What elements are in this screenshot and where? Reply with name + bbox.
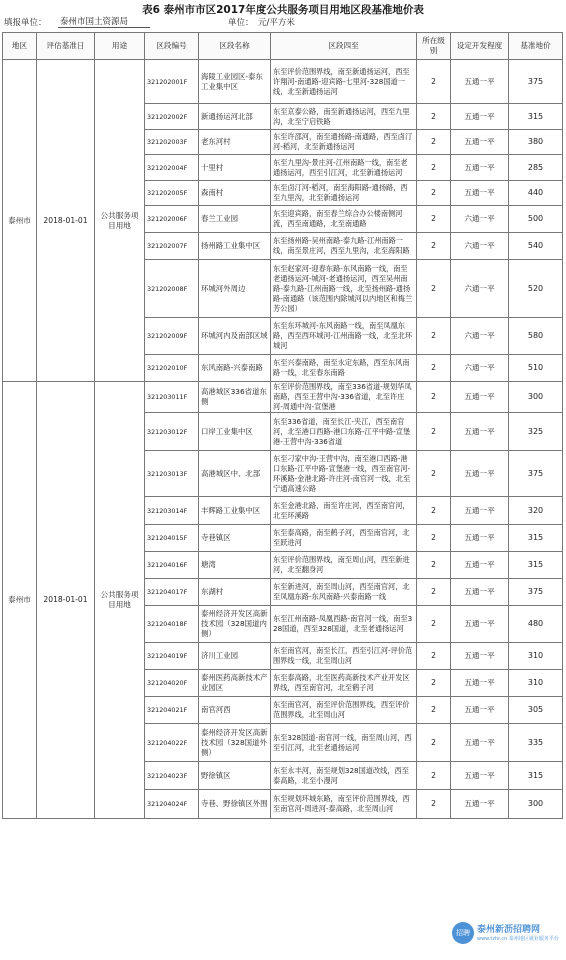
cell-bounds: 东至南官河，南至评价范围界线，西至评价范围界线，北至周山河 [271, 697, 417, 724]
cell-level: 2 [417, 233, 451, 260]
col-header-price: 基准地价 [509, 33, 563, 60]
cell-date: 2018-01-01 [37, 60, 95, 382]
unit-label: 单位： [228, 18, 254, 28]
cell-dev: 五通一平 [451, 413, 509, 451]
cell-level: 2 [417, 643, 451, 670]
cell-dev: 五通一平 [451, 451, 509, 497]
cell-dev: 五通一平 [451, 181, 509, 206]
cell-bounds: 东至卤汀河-稻河，南至海阳路-通扬路，西至九里沟，北至新通扬运河 [271, 181, 417, 206]
cell-name: 高港城区336省道东侧 [199, 382, 271, 413]
cell-dev: 六通一平 [451, 206, 509, 233]
cell-dev: 五通一平 [451, 579, 509, 606]
cell-name: 野徐镇区 [199, 762, 271, 790]
cell-name: 东湖村 [199, 579, 271, 606]
col-header-region: 地区 [3, 33, 37, 60]
cell-use: 公共服务项目用地 [95, 60, 145, 382]
cell-dev: 五通一平 [451, 606, 509, 643]
cell-price: 315 [509, 552, 563, 579]
cell-code: 321204015F [145, 525, 199, 552]
cell-level: 2 [417, 579, 451, 606]
cell-price: 580 [509, 318, 563, 355]
cell-price: 315 [509, 762, 563, 790]
cell-bounds: 东至东环城河-东风南路一线，南至凤凰东路，西至西环城河-江州南路一线，北至北环城河 [271, 318, 417, 355]
cell-code: 321204016F [145, 552, 199, 579]
cell-price: 315 [509, 104, 563, 130]
cell-price: 335 [509, 724, 563, 762]
cell-bounds: 东至迎宾路，南至春兰综合办公楼南侧河流，西至南通路，北至南通路 [271, 206, 417, 233]
cell-level: 2 [417, 355, 451, 382]
watermark-sub: www.tzhr.cn 泰州地区就业服务平台 [477, 935, 559, 942]
table-row [3, 382, 563, 413]
cell-bounds: 东至南官河，南至长江，西至引江河-评价范围界线一线，北至周山河 [271, 643, 417, 670]
cell-bounds: 东至兴泰南路，南至永定东路，西至东风南路一线，北至春东南路 [271, 355, 417, 382]
cell-bounds: 东至许邵河，南至通扬路-南通路，西至卤汀河-稻河，北至新通扬运河 [271, 130, 417, 155]
cell-name: 丰辉路工业集中区 [199, 497, 271, 525]
cell-dev: 六通一平 [451, 318, 509, 355]
cell-dev: 五通一平 [451, 762, 509, 790]
cell-dev: 五通一平 [451, 60, 509, 104]
watermark-logo: 招聘 [452, 922, 474, 944]
cell-price: 480 [509, 606, 563, 643]
cell-dev: 六通一平 [451, 233, 509, 260]
cell-name: 森南村 [199, 181, 271, 206]
table-row [3, 60, 563, 104]
cell-level: 2 [417, 762, 451, 790]
cell-level: 2 [417, 104, 451, 130]
col-header-level: 所在级别 [417, 33, 451, 60]
col-header-use: 用途 [95, 33, 145, 60]
cell-price: 320 [509, 497, 563, 525]
cell-level: 2 [417, 724, 451, 762]
cell-price: 325 [509, 413, 563, 451]
cell-name: 老东河村 [199, 130, 271, 155]
cell-level: 2 [417, 382, 451, 413]
col-header-dev: 设定开发程度 [451, 33, 509, 60]
cell-code: 321202009F [145, 318, 199, 355]
cell-bounds: 东至规划环城东路，南至评价范围界线，西至南官河-周进河-泰高路，北至周山河 [271, 790, 417, 819]
cell-level: 2 [417, 497, 451, 525]
cell-name: 海陵工业园区-泰东工业集中区 [199, 60, 271, 104]
cell-name: 寺巷、野徐镇区外围 [199, 790, 271, 819]
cell-dev: 六通一平 [451, 355, 509, 382]
cell-dev: 五通一平 [451, 497, 509, 525]
cell-code: 321204020F [145, 670, 199, 697]
cell-name: 泰州经济开发区高新技术园（328国道内侧） [199, 606, 271, 643]
cell-use: 公共服务项目用地 [95, 382, 145, 819]
cell-dev: 六通一平 [451, 260, 509, 318]
unit-value: 元/平方米 [258, 18, 295, 28]
cell-level: 2 [417, 606, 451, 643]
cell-bounds: 东至扬州路-吴州南路-泰九路-江州南路一线，南至景庄河，西至九里沟，北至海阳路 [271, 233, 417, 260]
cell-bounds: 东至刁家中沟-王营中沟，南至港口西路-港口东路-江平中路-宣堡港一线，西至南官河-环溪路-金港北路-许庄河-南官河一线，北至宁通高速公路 [271, 451, 417, 497]
cell-name: 口岸工业集中区 [199, 413, 271, 451]
cell-name: 泰州医药高新技术产业园区 [199, 670, 271, 697]
cell-price: 380 [509, 130, 563, 155]
cell-code: 321204019F [145, 643, 199, 670]
cell-name: 环城河外周边 [199, 260, 271, 318]
cell-name: 扬州路工业集中区 [199, 233, 271, 260]
cell-level: 2 [417, 181, 451, 206]
cell-bounds: 东至新进河，南至周山河，西至南官河，北至凤凰东路-东风南路-兴泰南路一线 [271, 579, 417, 606]
cell-level: 2 [417, 790, 451, 819]
cell-name: 济川工业园 [199, 643, 271, 670]
cell-bounds: 东至京泰公路，南至新通扬运河，西至九里沟，北至宁启铁路 [271, 104, 417, 130]
cell-price: 305 [509, 697, 563, 724]
cell-dev: 五通一平 [451, 643, 509, 670]
cell-dev: 五通一平 [451, 104, 509, 130]
cell-dev: 五通一平 [451, 790, 509, 819]
cell-name: 东风南路-兴泰南路 [199, 355, 271, 382]
fill-unit-value: 泰州市国土资源局 [58, 15, 150, 28]
cell-name: 高港城区中、北部 [199, 451, 271, 497]
cell-code: 321204022F [145, 724, 199, 762]
cell-dev: 五通一平 [451, 724, 509, 762]
cell-name: 新通扬运河北部 [199, 104, 271, 130]
cell-level: 2 [417, 413, 451, 451]
cell-dev: 五通一平 [451, 697, 509, 724]
cell-dev: 五通一平 [451, 552, 509, 579]
cell-bounds: 东至永丰河，南至规划328国道改线，西至泰高路，北至小漫河 [271, 762, 417, 790]
cell-bounds: 东至评价范围界线，南至周山河，西至新进河，北至翻身河 [271, 552, 417, 579]
cell-code: 321203011F [145, 382, 199, 413]
cell-code: 321202003F [145, 130, 199, 155]
cell-price: 510 [509, 355, 563, 382]
page-title: 表6 泰州市市区2017年度公共服务项目用地区段基准地价表 [142, 4, 424, 16]
land-price-table [2, 32, 563, 819]
col-header-name: 区段名称 [199, 33, 271, 60]
cell-name: 十里村 [199, 155, 271, 181]
col-header-date: 评估基准日 [37, 33, 95, 60]
cell-code: 321202008F [145, 260, 199, 318]
cell-code: 321204023F [145, 762, 199, 790]
cell-price: 310 [509, 670, 563, 697]
cell-dev: 五通一平 [451, 525, 509, 552]
cell-code: 321203014F [145, 497, 199, 525]
cell-code: 321202005F [145, 181, 199, 206]
cell-name: 泰州经济开发区高新技术园（328国道外侧） [199, 724, 271, 762]
cell-code: 321202002F [145, 104, 199, 130]
cell-name: 春兰工业园 [199, 206, 271, 233]
cell-level: 2 [417, 155, 451, 181]
cell-price: 520 [509, 260, 563, 318]
cell-level: 2 [417, 206, 451, 233]
fill-unit-label: 填报单位： [4, 18, 47, 28]
cell-region: 泰州市 [3, 382, 37, 819]
cell-price: 315 [509, 525, 563, 552]
cell-price: 375 [509, 579, 563, 606]
cell-dev: 五通一平 [451, 155, 509, 181]
cell-price: 300 [509, 790, 563, 819]
cell-level: 2 [417, 60, 451, 104]
cell-price: 300 [509, 382, 563, 413]
table-header-row [3, 33, 563, 60]
cell-region: 泰州市 [3, 60, 37, 382]
cell-level: 2 [417, 552, 451, 579]
col-header-code: 区段编号 [145, 33, 199, 60]
cell-bounds: 东至江州南路-凤凰西路-南官河一线，南至328国道，西至328国道，北至老通扬运河 [271, 606, 417, 643]
cell-level: 2 [417, 697, 451, 724]
cell-level: 2 [417, 670, 451, 697]
cell-name: 南官河西 [199, 697, 271, 724]
cell-bounds: 东至评价范围界线，南至336省道-规划华凤南路，西至王营中沟-336省道，北至许庄河-周通中沟-宣堡港 [271, 382, 417, 413]
cell-code: 321202006F [145, 206, 199, 233]
watermark-name: 泰州新沥招聘网 [477, 924, 541, 935]
cell-code: 321203013F [145, 451, 199, 497]
cell-code: 321204018F [145, 606, 199, 643]
cell-dev: 五通一平 [451, 382, 509, 413]
cell-name: 寺巷镇区 [199, 525, 271, 552]
cell-dev: 五通一平 [451, 130, 509, 155]
cell-bounds: 东至评价范围界线，南至新通扬运河，西至许翔河-南通路-迎宾路-七里河-328国道一线，北至新通扬运河 [271, 60, 417, 104]
cell-name: 环城河内及南部区域 [199, 318, 271, 355]
cell-level: 2 [417, 318, 451, 355]
cell-price: 440 [509, 181, 563, 206]
cell-code: 321204017F [145, 579, 199, 606]
cell-code: 321204021F [145, 697, 199, 724]
cell-code: 321204024F [145, 790, 199, 819]
cell-price: 500 [509, 206, 563, 233]
cell-bounds: 东至赵家河-迎春东路-东风南路一线，南至老通扬运河-城河-老通扬运河，西至吴州南路-泰九路-江州南路一线，北至扬州路-通扬路-南通路（该范围内除城河以内地区和梅兰芳公园） [271, 260, 417, 318]
cell-code: 321203012F [145, 413, 199, 451]
cell-level: 2 [417, 451, 451, 497]
cell-price: 285 [509, 155, 563, 181]
cell-name: 塘湾 [199, 552, 271, 579]
cell-level: 2 [417, 525, 451, 552]
cell-bounds: 东至九里沟-景庄河-江州南路一线，南至老通扬运河，西至引江河，北至新通扬运河 [271, 155, 417, 181]
cell-date: 2018-01-01 [37, 382, 95, 819]
col-header-bounds: 区段四至 [271, 33, 417, 60]
cell-level: 2 [417, 130, 451, 155]
cell-level: 2 [417, 260, 451, 318]
cell-price: 540 [509, 233, 563, 260]
cell-price: 375 [509, 60, 563, 104]
cell-code: 321202001F [145, 60, 199, 104]
cell-bounds: 东至泰高路，南至鹤子河，西至南官河，北至跃进河 [271, 525, 417, 552]
cell-price: 375 [509, 451, 563, 497]
cell-price: 310 [509, 643, 563, 670]
cell-code: 321202007F [145, 233, 199, 260]
cell-code: 321202010F [145, 355, 199, 382]
cell-code: 321202004F [145, 155, 199, 181]
cell-bounds: 东至328国道-南官河一线，南至周山河，西至引江河，北至老通扬运河 [271, 724, 417, 762]
cell-bounds: 东至336省道，南至长江-夹江，西至南官河，北至港口西路-港口东路-江平中路-宣堡港-王营中沟-336省道 [271, 413, 417, 451]
cell-bounds: 东至金港北路，南至许庄河，西至南官河，北至环溪路 [271, 497, 417, 525]
cell-bounds: 东至泰高路，北至医药高新技术产业开发区界线，西至南官河，北至鹤子河 [271, 670, 417, 697]
cell-dev: 五通一平 [451, 670, 509, 697]
site-watermark [452, 920, 562, 946]
